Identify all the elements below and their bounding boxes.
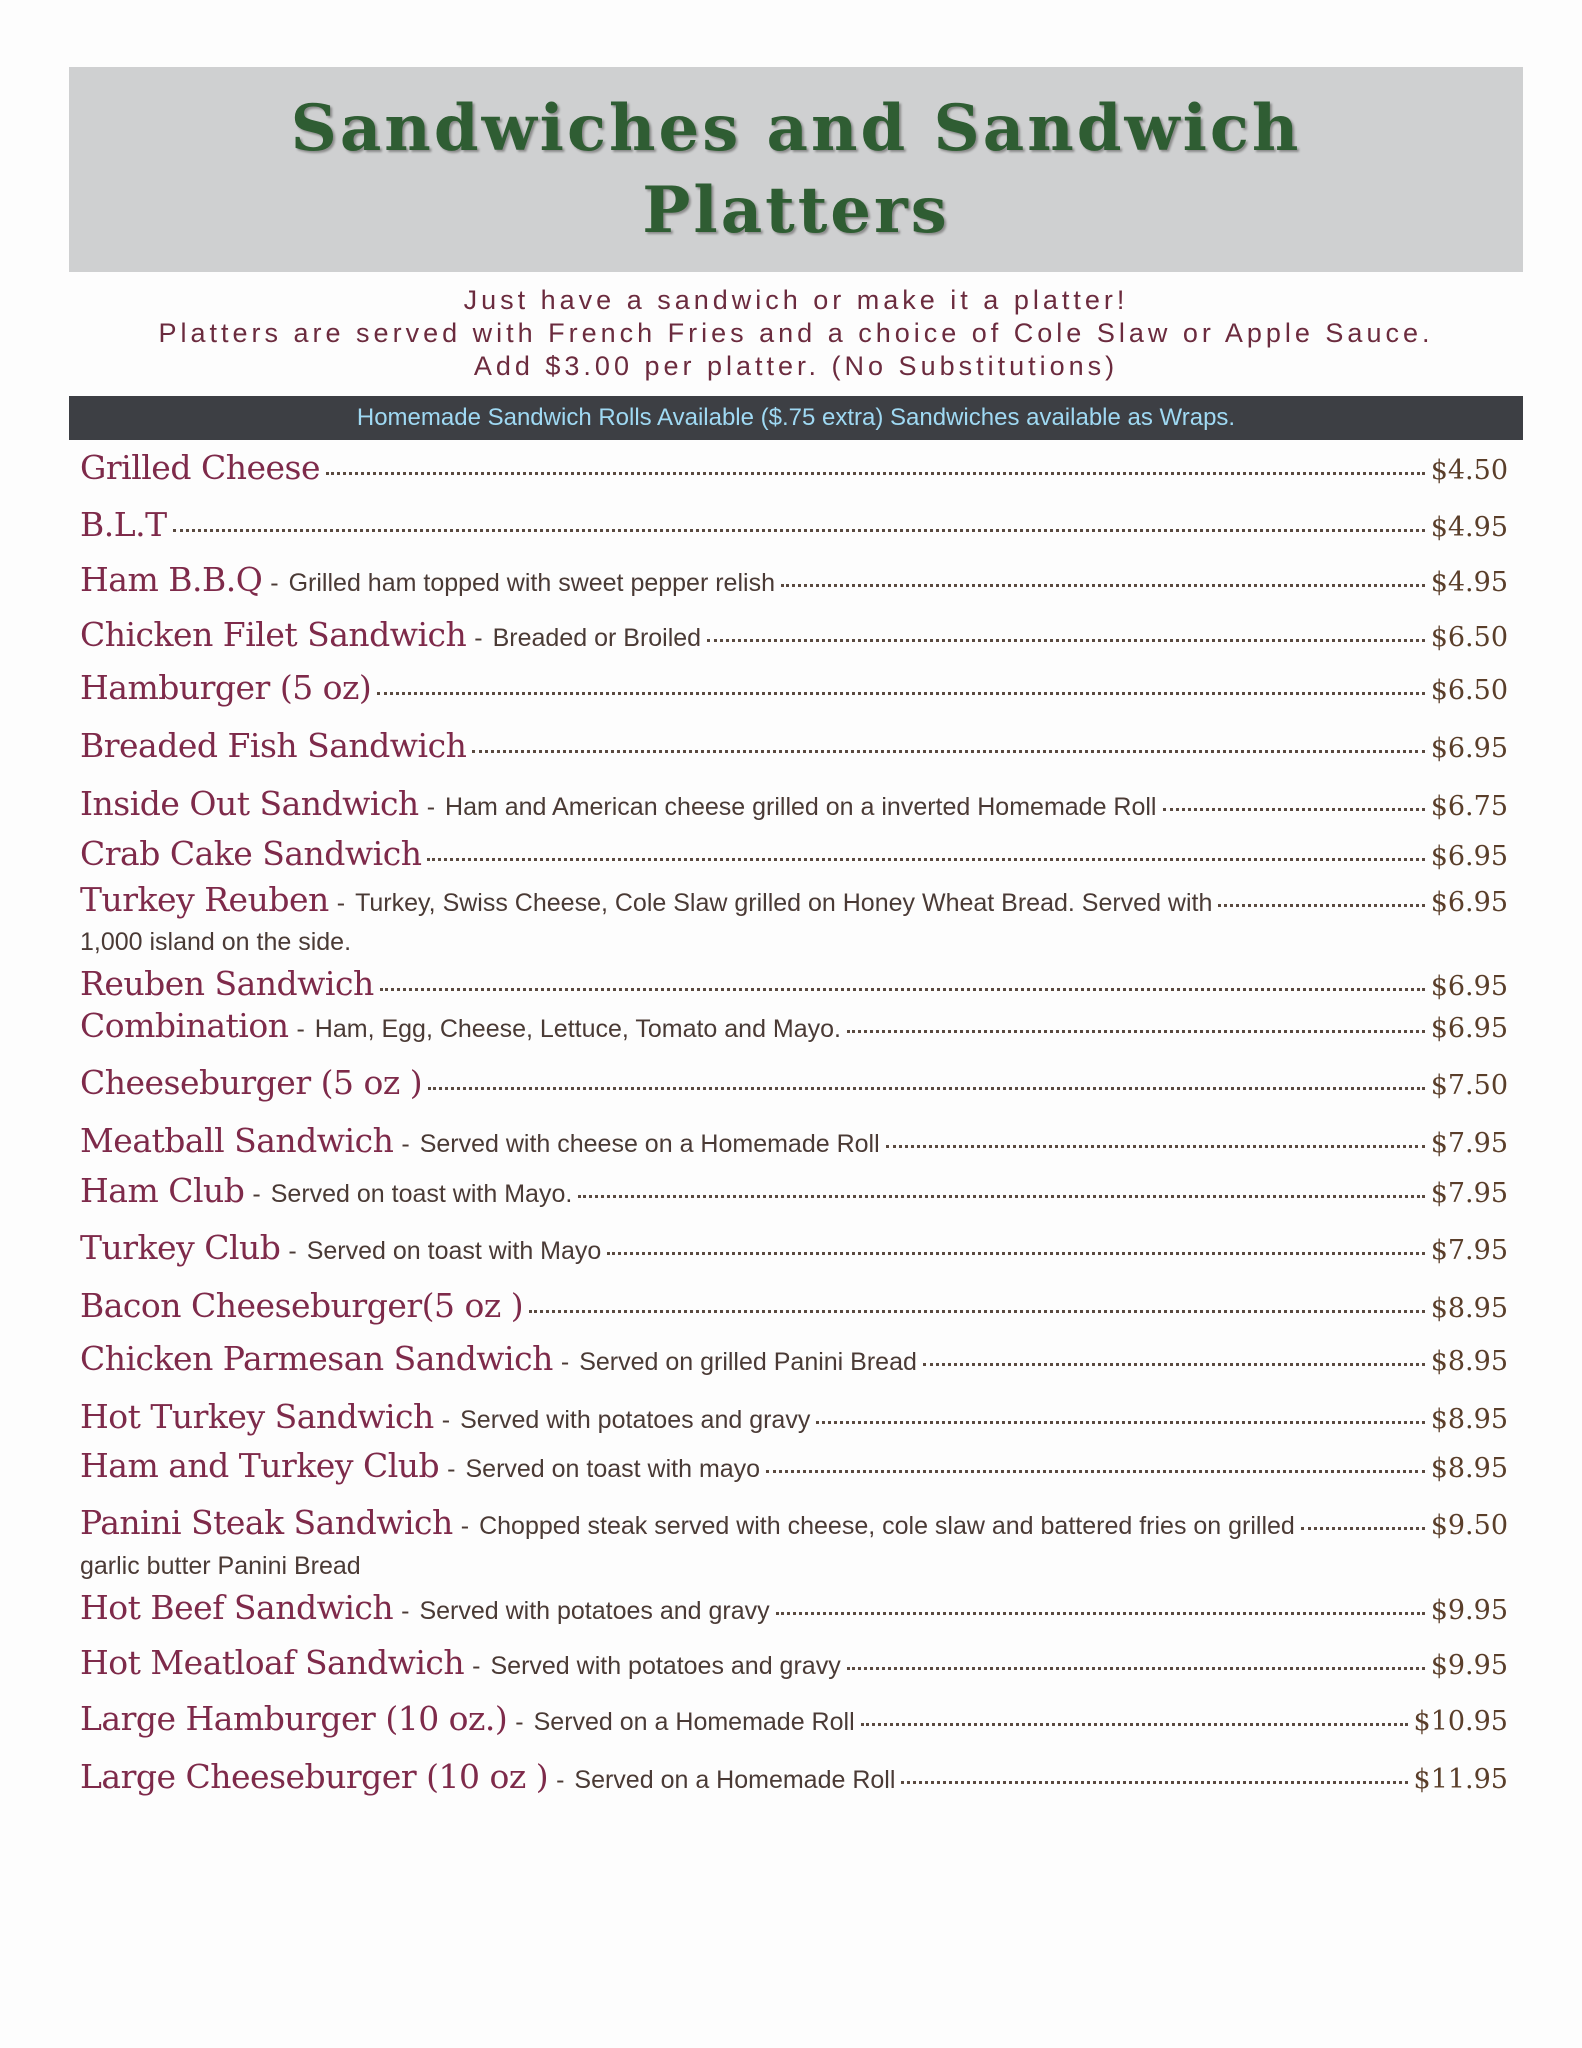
menu-item xyxy=(80,1339,1508,1378)
menu-item-name: Meatball Sandwich xyxy=(80,1121,394,1160)
menu-item-price: $9.95 xyxy=(1430,1595,1508,1626)
menu-item-dash: - xyxy=(447,1455,456,1483)
menu-item-description: Ham, Egg, Cheese, Lettuce, Tomato and Mayo. xyxy=(314,1015,842,1043)
menu-item-dash: - xyxy=(515,1708,524,1736)
menu-item-name: Grilled Cheese xyxy=(80,448,320,487)
menu-item-price: $11.95 xyxy=(1413,1764,1508,1795)
menu-item-name: Turkey Club xyxy=(80,1228,281,1267)
menu-item-price: $7.95 xyxy=(1430,1235,1508,1266)
menu-item-price: $8.95 xyxy=(1430,1404,1508,1435)
menu-item-name: B.L.T xyxy=(80,505,167,544)
menu-item-name: Inside Out Sandwich xyxy=(80,784,419,823)
menu-item-description: Turkey, Swiss Cheese, Cole Slaw grilled on Honey Wheat Bread. Served with xyxy=(355,889,1213,917)
menu-item-price: $8.95 xyxy=(1430,1346,1508,1377)
menu-item-price: $6.95 xyxy=(1430,733,1508,764)
menu-item-name: Turkey Reuben xyxy=(80,880,329,919)
dotted-leader xyxy=(1218,904,1424,907)
menu-item xyxy=(80,615,1508,654)
menu-item xyxy=(80,560,1508,599)
menu-item-name: Crab Cake Sandwich xyxy=(80,834,422,873)
menu-item-dash: - xyxy=(288,1237,297,1265)
menu-item-dash: - xyxy=(270,569,279,597)
page-title-line-1: Sandwiches and Sandwich xyxy=(290,90,1302,166)
menu-item-description: Served with cheese on a Homemade Roll xyxy=(419,1130,880,1158)
menu-item-description-continued: garlic butter Panini Bread xyxy=(80,1552,361,1580)
menu-item-dash: - xyxy=(401,1130,410,1158)
dotted-leader xyxy=(1301,1527,1425,1530)
dotted-leader xyxy=(427,858,1424,861)
dotted-leader xyxy=(901,1781,1407,1784)
dotted-leader xyxy=(847,1030,1425,1033)
dotted-leader xyxy=(861,1723,1408,1726)
menu-item-name: Chicken Filet Sandwich xyxy=(80,615,467,654)
menu-item-price: $8.95 xyxy=(1430,1453,1508,1484)
menu-item-price: $7.95 xyxy=(1430,1178,1508,1209)
menu-item-name: Ham Club xyxy=(80,1171,245,1210)
menu-item-price: $10.95 xyxy=(1413,1706,1508,1737)
menu-item-price: $6.95 xyxy=(1430,841,1508,872)
menu-item-name: Bacon Cheeseburger(5 oz ) xyxy=(80,1286,524,1325)
menu-item-dash: - xyxy=(474,624,483,652)
dotted-leader xyxy=(326,472,1425,475)
menu-item xyxy=(80,1006,1508,1045)
dotted-leader xyxy=(776,1612,1425,1615)
dotted-leader xyxy=(847,1667,1425,1670)
menu-item-dash: - xyxy=(556,1766,565,1794)
menu-item xyxy=(80,964,1508,1003)
menu-item-dash: - xyxy=(441,1406,451,1434)
dotted-leader xyxy=(707,639,1425,642)
menu-item-description: Served on grilled Panini Bread xyxy=(579,1348,917,1376)
dotted-leader xyxy=(380,988,1425,991)
dotted-leader xyxy=(578,1195,1424,1198)
menu-item-description: Served on toast with mayo xyxy=(465,1455,761,1483)
menu-item-description: Breaded or Broiled xyxy=(492,624,702,652)
menu-item xyxy=(80,726,1508,765)
dotted-leader xyxy=(923,1363,1425,1366)
page-title-line-2: Platters xyxy=(642,172,950,248)
menu-item-description: Served on toast with Mayo xyxy=(306,1237,602,1265)
menu-item-dash: - xyxy=(252,1180,261,1208)
menu-item-dash: - xyxy=(401,1597,410,1625)
dotted-leader xyxy=(886,1145,1425,1148)
menu-item-description: Grilled ham topped with sweet pepper relish xyxy=(288,569,775,597)
dotted-leader xyxy=(472,750,1424,753)
menu-item-dash: - xyxy=(472,1652,481,1680)
menu-item xyxy=(80,784,1508,823)
menu-header xyxy=(69,67,1523,272)
dotted-leader xyxy=(607,1252,1424,1255)
dotted-leader xyxy=(428,1087,1425,1090)
intro-line-3: Add $3.00 per platter. (No Substitutions) xyxy=(473,351,1119,381)
menu-item xyxy=(80,880,1508,919)
menu-item-price: $7.50 xyxy=(1430,1070,1508,1101)
menu-item-description: Served with potatoes and gravy xyxy=(419,1597,770,1625)
rolls-banner: Homemade Sandwich Rolls Available ($.75 extra) Sandwiches available as Wraps. xyxy=(69,396,1523,440)
dotted-leader xyxy=(377,692,1424,695)
menu-item-price: $6.95 xyxy=(1430,1013,1508,1044)
menu-item-dash: - xyxy=(460,1512,470,1540)
menu-item-dash: - xyxy=(426,793,436,821)
menu-item-price: $6.75 xyxy=(1430,791,1508,822)
menu-item-dash: - xyxy=(336,889,346,917)
menu-item-name: Breaded Fish Sandwich xyxy=(80,726,467,765)
menu-item-name: Combination xyxy=(80,1006,289,1045)
menu-item-name: Hot Meatloaf Sandwich xyxy=(80,1643,465,1682)
menu-item-description: Served on a Homemade Roll xyxy=(574,1766,896,1794)
menu-item-dash: - xyxy=(296,1015,305,1043)
menu-item-price: $7.95 xyxy=(1430,1128,1508,1159)
menu-item-name: Large Hamburger (10 oz.) xyxy=(80,1699,508,1738)
menu-item-price: $4.50 xyxy=(1430,455,1508,486)
menu-item xyxy=(80,834,1508,873)
menu-item xyxy=(80,1171,1508,1210)
menu-item xyxy=(80,1757,1508,1796)
menu-item-name: Chicken Parmesan Sandwich xyxy=(80,1339,553,1378)
menu-item-name: Hamburger (5 oz) xyxy=(80,668,372,707)
menu-item-price: $6.95 xyxy=(1430,971,1508,1002)
intro-line-2: Platters are served with French Fries and a choice of Cole Slaw or Apple Sauce. xyxy=(158,318,1434,348)
intro-line-1: Just have a sandwich or make it a platter! xyxy=(463,285,1129,315)
menu-item-price: $4.95 xyxy=(1430,567,1508,598)
menu-item xyxy=(80,1286,1508,1325)
dotted-leader xyxy=(766,1470,1425,1473)
menu-item-description: Ham and American cheese grilled on a inverted Homemade Roll xyxy=(445,793,1157,821)
menu-item xyxy=(80,1503,1508,1542)
menu-item xyxy=(80,448,1508,487)
menu-item xyxy=(80,1588,1508,1627)
menu-item-description: Served on a Homemade Roll xyxy=(533,1708,855,1736)
menu-item xyxy=(80,505,1508,544)
menu-item xyxy=(80,1063,1508,1102)
menu-item-name: Hot Turkey Sandwich xyxy=(80,1397,434,1436)
menu-item-name: Large Cheeseburger (10 oz ) xyxy=(80,1757,549,1796)
menu-item-price: $8.95 xyxy=(1430,1293,1508,1324)
menu-item-description: Served on toast with Mayo. xyxy=(270,1180,573,1208)
menu-item-name: Ham B.B.Q xyxy=(80,560,263,599)
dotted-leader xyxy=(1163,808,1425,811)
dotted-leader xyxy=(173,529,1425,532)
menu-item-name: Panini Steak Sandwich xyxy=(80,1503,453,1542)
menu-item-description: Served with potatoes and gravy xyxy=(490,1652,841,1680)
menu-item xyxy=(80,1446,1508,1485)
menu-item-name: Hot Beef Sandwich xyxy=(80,1588,394,1627)
menu-item-description-continued: 1,000 island on the side. xyxy=(80,928,352,956)
menu-item-price: $9.95 xyxy=(1430,1650,1508,1681)
menu-item xyxy=(80,1397,1508,1436)
menu-item xyxy=(80,1643,1508,1682)
menu-item-name: Reuben Sandwich xyxy=(80,964,374,1003)
menu-item-dash: - xyxy=(560,1348,570,1376)
dotted-leader xyxy=(781,584,1425,587)
menu-item-name: Cheeseburger (5 oz ) xyxy=(80,1063,423,1102)
dotted-leader xyxy=(816,1421,1424,1424)
menu-item-name: Ham and Turkey Club xyxy=(80,1446,440,1485)
menu-item-price: $6.50 xyxy=(1430,622,1508,653)
menu-item-description: Chopped steak served with cheese, cole slaw and battered fries on grilled xyxy=(479,1512,1295,1540)
menu-item xyxy=(80,1121,1508,1160)
menu-item-price: $4.95 xyxy=(1430,512,1508,543)
menu-item xyxy=(80,1228,1508,1267)
menu-item xyxy=(80,668,1508,707)
dotted-leader xyxy=(529,1310,1425,1313)
menu-item-price: $6.50 xyxy=(1430,675,1508,706)
menu-item xyxy=(80,1699,1508,1738)
menu-item-price: $6.95 xyxy=(1430,887,1508,918)
menu-item-description: Served with potatoes and gravy xyxy=(460,1406,811,1434)
menu-item-price: $9.50 xyxy=(1430,1510,1508,1541)
